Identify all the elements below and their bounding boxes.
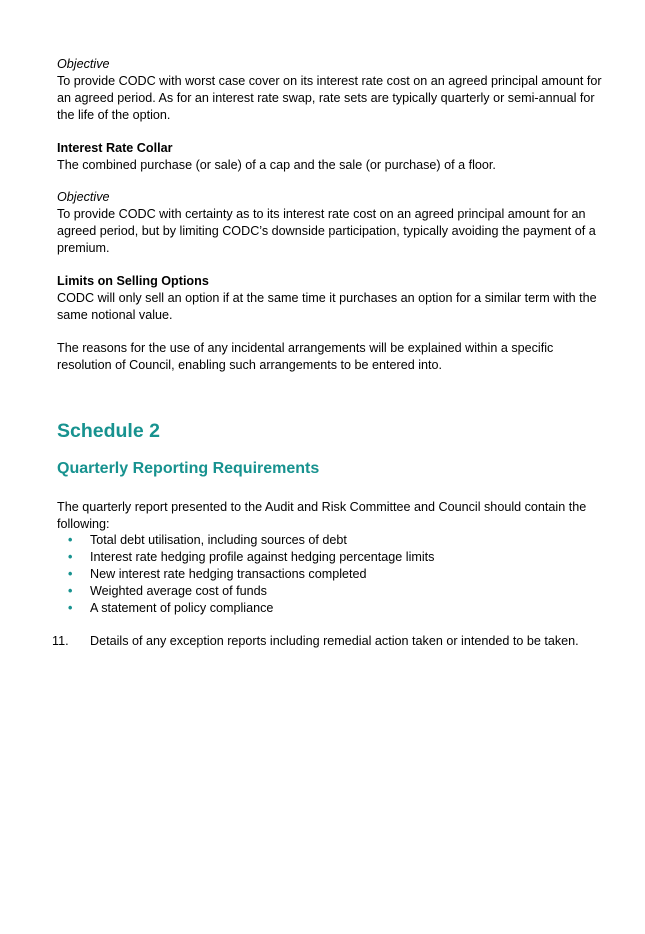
incidental-text: The reasons for the use of any incidental arrangements will be explained within a specific resolution of Council, enabling such arrangements to be entered into. <box>57 340 554 372</box>
schedule-title: Schedule 2 <box>57 419 160 442</box>
collar-objective-text: To provide CODC with certainty as to its interest rate cost on an agreed principal amount for an agreed period, but by limiting CODC’s downside participation, typically avoiding the payment of a premium. <box>57 207 596 256</box>
collar-heading: Interest Rate Collar <box>57 140 173 155</box>
list-item: • Interest rate hedging profile against hedging percentage limits <box>68 550 435 565</box>
item-number: 11. <box>52 633 69 648</box>
objective-text: To provide CODC with worst case cover on its interest rate cost on an agreed principal amount for an agreed period. As for an interest rate swap, rate sets are typically quarterly or semi-annual for the life of the option. <box>57 73 602 122</box>
list-item: • Total debt utilisation, including sources of debt <box>68 533 347 548</box>
bullet-icon: • <box>68 567 73 582</box>
bullet-icon: • <box>68 584 73 599</box>
bullet-icon: • <box>68 601 73 616</box>
limits-heading: Limits on Selling Options <box>57 274 209 289</box>
bullet-icon: • <box>68 550 73 565</box>
list-item: • A statement of policy compliance <box>68 601 274 616</box>
bullet-icon: • <box>68 533 73 548</box>
list-item: • Weighted average cost of funds <box>68 584 267 599</box>
requirements-list <box>57 532 602 617</box>
list-item: • New interest rate hedging transactions completed <box>68 567 367 582</box>
collar-text: The combined purchase (or sale) of a cap and the sale (or purchase) of a floor. <box>57 157 496 172</box>
numbered-item <box>52 633 602 650</box>
report-intro: The quarterly report presented to the Audit and Risk Committee and Council should contain the following: <box>57 499 587 531</box>
item-text: Details of any exception reports including remedial action taken or intended to be taken. <box>90 633 579 648</box>
objective-label: Objective <box>57 57 110 71</box>
limits-text: CODC will only sell an option if at the same time it purchases an option for a similar term with the same notional value. <box>57 290 597 322</box>
collar-objective-label: Objective <box>57 190 110 205</box>
document-page <box>52 56 602 650</box>
schedule-subtitle: Quarterly Reporting Requirements <box>57 459 320 477</box>
